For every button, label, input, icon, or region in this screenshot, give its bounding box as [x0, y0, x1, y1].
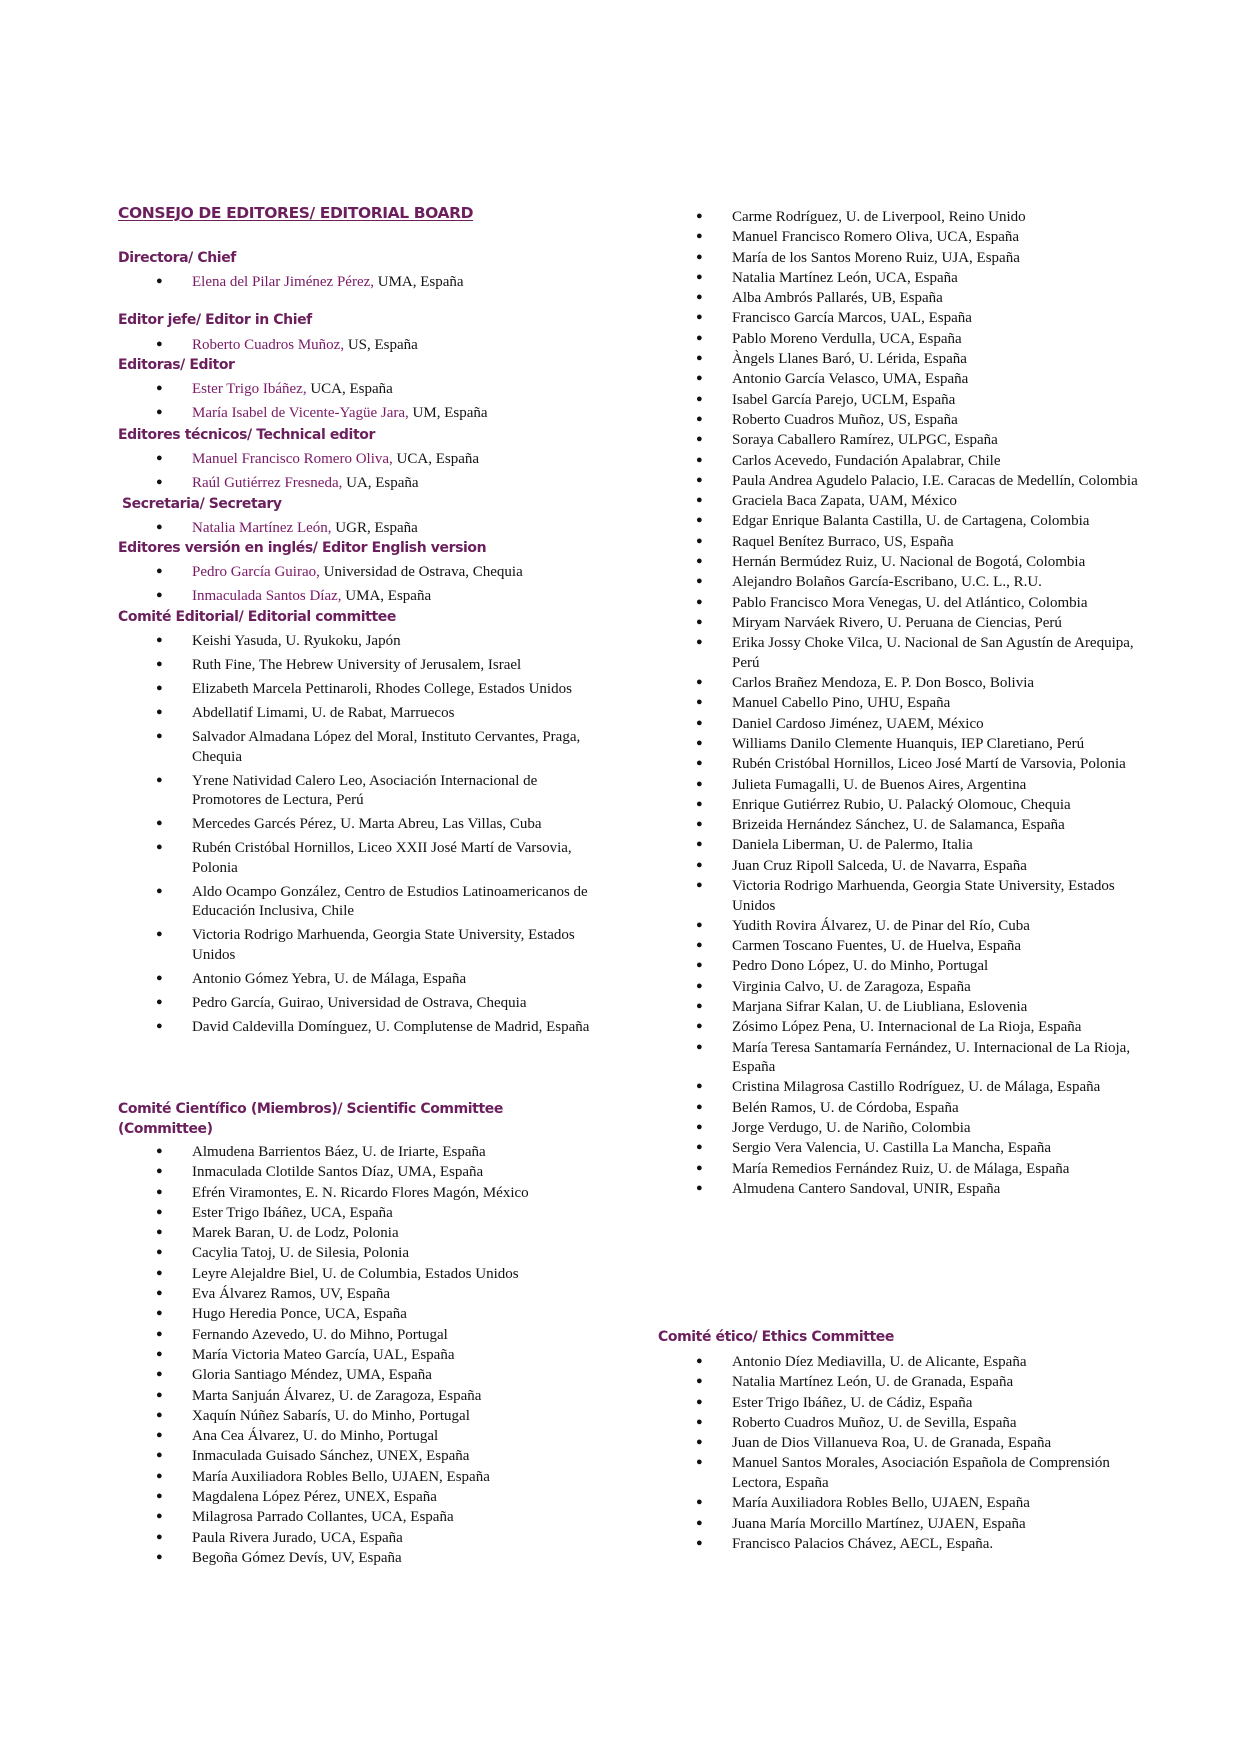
list-item: ● Pablo Moreno Verdulla, UCA, España — [658, 330, 1138, 350]
list-item: ● Alba Ambrós Pallarés, UB, España — [658, 289, 1138, 309]
heading-editor-jefe: Editor jefe/ Editor in Chief — [118, 312, 312, 328]
list-item: ● Daniela Liberman, U. de Palermo, Italia — [658, 836, 1138, 856]
list-item: ● Roberto Cuadros Muñoz, U. de Sevilla, España — [658, 1414, 1138, 1434]
list-item: ● Marek Baran, U. de Lodz, Polonia — [118, 1224, 598, 1244]
list-item: ● Paula Andrea Agudelo Palacio, I.E. Caracas de Medellín, Colombia — [658, 472, 1138, 492]
list-item: ● Carmen Toscano Fuentes, U. de Huelva, España — [658, 937, 1138, 957]
heading-ingles: Editores versión en inglés/ Editor English version — [118, 540, 487, 556]
list-item: ● Abdellatif Limami, U. de Rabat, Marruecos — [118, 704, 598, 724]
list-item: ● Marjana Sifrar Kalan, U. de Liubliana, Eslovenia — [658, 998, 1138, 1018]
list-item: ● Roberto Cuadros Muñoz, US, España — [658, 411, 1138, 431]
list-ingles — [118, 563, 598, 606]
list-item: ● Belén Ramos, U. de Córdoba, España — [658, 1099, 1138, 1119]
list-item: ● Manuel Francisco Romero Oliva, UCA, España — [118, 450, 598, 470]
list-item: ● Pedro Dono López, U. do Minho, Portugal — [658, 957, 1138, 977]
heading-directora: Directora/ Chief — [118, 250, 236, 266]
list-item: ● Williams Danilo Clemente Huanquis, IEP Claretiano, Perú — [658, 735, 1138, 755]
list-item: ● Yudith Rovira Álvarez, U. de Pinar del Río, Cuba — [658, 917, 1138, 937]
list-item: ● Marta Sanjuán Álvarez, U. de Zaragoza, España — [118, 1387, 598, 1407]
list-item: ● Isabel García Parejo, UCLM, España — [658, 391, 1138, 411]
list-item: ● Manuel Santos Morales, Asociación Española de Comprensión Lectora, España — [658, 1454, 1138, 1493]
list-item: ● Roberto Cuadros Muñoz, US, España — [118, 336, 598, 356]
list-item: ● Magdalena López Pérez, UNEX, España — [118, 1488, 598, 1508]
list-item: ● Juan de Dios Villanueva Roa, U. de Granada, España — [658, 1434, 1138, 1454]
list-comite-etico — [658, 1353, 1138, 1554]
heading-editoras: Editoras/ Editor — [118, 357, 235, 373]
list-comite-editorial — [118, 632, 598, 1037]
list-item: ● Almudena Cantero Sandoval, UNIR, España — [658, 1180, 1138, 1200]
list-item: ● Rubén Cristóbal Hornillos, Liceo XXII José Martí de Varsovia, Polonia — [118, 839, 598, 878]
list-item: ● Salvador Almadana López del Moral, Instituto Cervantes, Praga, Chequia — [118, 728, 598, 767]
list-item: ● Graciela Baca Zapata, UAM, México — [658, 492, 1138, 512]
list-item: ● Jorge Verdugo, U. de Nariño, Colombia — [658, 1119, 1138, 1139]
list-item: ● Ana Cea Álvarez, U. do Minho, Portugal — [118, 1427, 598, 1447]
list-item: ● María Teresa Santamaría Fernández, U. Internacional de La Rioja, España — [658, 1039, 1138, 1078]
list-item: ● Inmaculada Santos Díaz, UMA, España — [118, 587, 598, 607]
list-item: ● María de los Santos Moreno Ruiz, UJA, España — [658, 249, 1138, 269]
list-item: ● Hernán Bermúdez Ruiz, U. Nacional de Bogotá, Colombia — [658, 553, 1138, 573]
list-item: ● Milagrosa Parrado Collantes, UCA, España — [118, 1508, 598, 1528]
list-item: ● Cristina Milagrosa Castillo Rodríguez, U. de Málaga, España — [658, 1078, 1138, 1098]
list-item: ● Eva Álvarez Ramos, UV, España — [118, 1285, 598, 1305]
list-item: ● Manuel Cabello Pino, UHU, España — [658, 694, 1138, 714]
list-tecnicos — [118, 450, 598, 493]
list-item: ● Carme Rodríguez, U. de Liverpool, Reino Unido — [658, 208, 1138, 228]
list-item: ● Ester Trigo Ibáñez, U. de Cádiz, España — [658, 1394, 1138, 1414]
list-item: ● Pedro García, Guirao, Universidad de Ostrava, Chequia — [118, 994, 598, 1014]
list-item: ● Antonio García Velasco, UMA, España — [658, 370, 1138, 390]
list-item: ● Antonio Díez Mediavilla, U. de Alicante, España — [658, 1353, 1138, 1373]
list-item: ● Inmaculada Guisado Sánchez, UNEX, España — [118, 1447, 598, 1467]
list-item: ● Victoria Rodrigo Marhuenda, Georgia State University, Estados Unidos — [658, 877, 1138, 916]
heading-comite-etico: Comité ético/ Ethics Committee — [658, 1329, 895, 1345]
list-item: ● Keishi Yasuda, U. Ryukoku, Japón — [118, 632, 598, 652]
heading-comite-cientifico: Comité Científico (Miembros)/ Scientific Committee (Committee) — [118, 1101, 503, 1137]
list-item: ● Paula Rivera Jurado, UCA, España — [118, 1529, 598, 1549]
list-item: ● Virginia Calvo, U. de Zaragoza, España — [658, 978, 1138, 998]
list-item: ● David Caldevilla Domínguez, U. Complutense de Madrid, España — [118, 1018, 598, 1038]
list-item: ● Victoria Rodrigo Marhuenda, Georgia State University, Estados Unidos — [118, 926, 598, 965]
list-editoras — [118, 380, 598, 423]
heading-tecnicos: Editores técnicos/ Technical editor — [118, 427, 375, 443]
list-item: ● Aldo Ocampo González, Centro de Estudios Latinoamericanos de Educación Inclusiva, Chile — [118, 883, 598, 922]
list-item: ● Àngels Llanes Baró, U. Lérida, España — [658, 350, 1138, 370]
list-item: ● Begoña Gómez Devís, UV, España — [118, 1549, 598, 1569]
list-item: ● María Isabel de Vicente-Yagüe Jara, UM, España — [118, 404, 598, 424]
list-item: ● Juana María Morcillo Martínez, UJAEN, España — [658, 1515, 1138, 1535]
list-comite-cientifico-left — [118, 1143, 598, 1568]
list-item: ● Pedro García Guirao, Universidad de Ostrava, Chequia — [118, 563, 598, 583]
list-item: ● Natalia Martínez León, UCA, España — [658, 269, 1138, 289]
list-item: ● Alejandro Bolaños García-Escribano, U.C. L., R.U. — [658, 573, 1138, 593]
list-item: ● Miryam Narváek Rivero, U. Peruana de Ciencias, Perú — [658, 614, 1138, 634]
list-item: ● María Auxiliadora Robles Bello, UJAEN, España — [118, 1468, 598, 1488]
list-item: ● Juan Cruz Ripoll Salceda, U. de Navarra, España — [658, 857, 1138, 877]
list-item: ● Rubén Cristóbal Hornillos, Liceo José Martí de Varsovia, Polonia — [658, 755, 1138, 775]
list-item: ● Xaquín Núñez Sabarís, U. do Minho, Portugal — [118, 1407, 598, 1427]
list-item: ● Edgar Enrique Balanta Castilla, U. de Cartagena, Colombia — [658, 512, 1138, 532]
list-item: ● Zósimo López Pena, U. Internacional de La Rioja, España — [658, 1018, 1138, 1038]
page-title: CONSEJO DE EDITORES/ EDITORIAL BOARD — [118, 204, 474, 222]
list-item: ● Carlos Brañez Mendoza, E. P. Don Bosco, Bolivia — [658, 674, 1138, 694]
list-item: ● María Victoria Mateo García, UAL, España — [118, 1346, 598, 1366]
list-item: ● Natalia Martínez León, UGR, España — [118, 519, 598, 539]
list-item: ● Cacylia Tatoj, U. de Silesia, Polonia — [118, 1244, 598, 1264]
list-item: ● Erika Jossy Choke Vilca, U. Nacional de San Agustín de Arequipa, Perú — [658, 634, 1138, 673]
list-item: ● Manuel Francisco Romero Oliva, UCA, España — [658, 228, 1138, 248]
heading-secretaria: Secretaria/ Secretary — [122, 496, 282, 512]
heading-comite-editorial: Comité Editorial/ Editorial committee — [118, 609, 396, 625]
list-secretaria — [118, 519, 598, 539]
list-item: ● Almudena Barrientos Báez, U. de Iriarte, España — [118, 1143, 598, 1163]
list-item: ● Francisco Palacios Chávez, AECL, España. — [658, 1535, 1138, 1555]
list-directora — [118, 273, 598, 293]
list-item: ● Francisco García Marcos, UAL, España — [658, 309, 1138, 329]
list-item: ● Yrene Natividad Calero Leo, Asociación Internacional de Promotores de Lectura, Perú — [118, 772, 598, 811]
list-item: ● Inmaculada Clotilde Santos Díaz, UMA, España — [118, 1163, 598, 1183]
list-item: ● Efrén Viramontes, E. N. Ricardo Flores Magón, México — [118, 1184, 598, 1204]
list-item: ● Raquel Benítez Burraco, US, España — [658, 533, 1138, 553]
list-item: ● Raúl Gutiérrez Fresneda, UA, España — [118, 474, 598, 494]
list-item: ● Natalia Martínez León, U. de Granada, España — [658, 1373, 1138, 1393]
list-item: ● Elena del Pilar Jiménez Pérez, UMA, España — [118, 273, 598, 293]
list-item: ● Enrique Gutiérrez Rubio, U. Palacký Olomouc, Chequia — [658, 796, 1138, 816]
list-item: ● Pablo Francisco Mora Venegas, U. del Atlántico, Colombia — [658, 594, 1138, 614]
list-item: ● Leyre Alejaldre Biel, U. de Columbia, Estados Unidos — [118, 1265, 598, 1285]
list-item: ● Julieta Fumagalli, U. de Buenos Aires, Argentina — [658, 776, 1138, 796]
list-comite-cientifico-right — [658, 208, 1138, 1199]
list-editor-jefe — [118, 336, 598, 356]
list-item: ● Mercedes Garcés Pérez, U. Marta Abreu, Las Villas, Cuba — [118, 815, 598, 835]
list-item: ● Sergio Vera Valencia, U. Castilla La Mancha, España — [658, 1139, 1138, 1159]
list-item: ● Hugo Heredia Ponce, UCA, España — [118, 1305, 598, 1325]
list-item: ● Gloria Santiago Méndez, UMA, España — [118, 1366, 598, 1386]
list-item: ● Ruth Fine, The Hebrew University of Jerusalem, Israel — [118, 656, 598, 676]
list-item: ● Ester Trigo Ibáñez, UCA, España — [118, 380, 598, 400]
list-item: ● Ester Trigo Ibáñez, UCA, España — [118, 1204, 598, 1224]
list-item: ● Soraya Caballero Ramírez, ULPGC, España — [658, 431, 1138, 451]
list-item: ● Daniel Cardoso Jiménez, UAEM, México — [658, 715, 1138, 735]
list-item: ● María Auxiliadora Robles Bello, UJAEN, España — [658, 1494, 1138, 1514]
list-item: ● Brizeida Hernández Sánchez, U. de Salamanca, España — [658, 816, 1138, 836]
list-item: ● Elizabeth Marcela Pettinaroli, Rhodes College, Estados Unidos — [118, 680, 598, 700]
list-item: ● María Remedios Fernández Ruiz, U. de Málaga, España — [658, 1160, 1138, 1180]
list-item: ● Antonio Gómez Yebra, U. de Málaga, España — [118, 970, 598, 990]
list-item: ● Fernando Azevedo, U. do Mihno, Portugal — [118, 1326, 598, 1346]
list-item: ● Carlos Acevedo, Fundación Apalabrar, Chile — [658, 452, 1138, 472]
